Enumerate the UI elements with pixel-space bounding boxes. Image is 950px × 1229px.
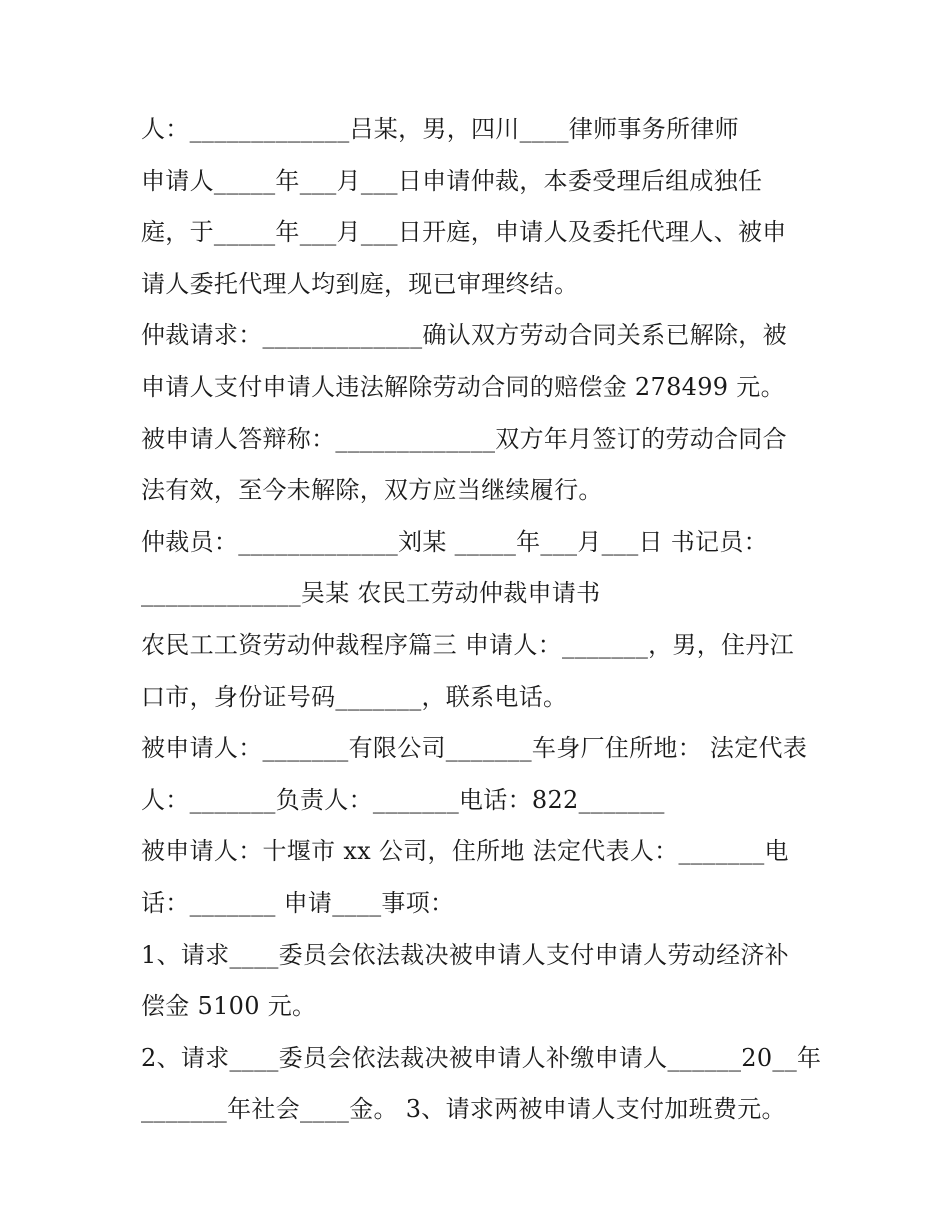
document-body [141,104,841,1136]
text-line: _____________吴某 农民工劳动仲裁申请书 [141,579,601,608]
text-line: 2、请求____委员会依法裁决被申请人补缴申请人______20__年 [141,1043,822,1072]
text-line: _______年社会____金。 3、请求两被申请人支付加班费元。 [141,1095,786,1124]
text-line: 偿金 5100 元。 [141,992,317,1021]
text-line: 申请人_____年___月___日申请仲裁，本委受理后组成独任 [141,166,763,195]
text-line: 话：_______ 申请____事项： [141,888,455,917]
text-line: 农民工工资劳动仲裁程序篇三 申请人：_______，男，住丹江 [141,630,794,659]
text-line: 仲裁请求：_____________确认双方劳动合同关系已解除，被 [141,321,787,350]
text-line: 口市，身份证号码_______，联系电话。 [141,682,568,711]
text-line: 人：_____________吕某，男，四川____律师事务所律师 [141,115,739,143]
text-line: 仲裁员：_____________刘某 _____年___月___日 书记员： [141,527,768,556]
text-line: 庭，于_____年___月___日开庭，申请人及委托代理人、被申 [141,218,787,247]
text-line: 被申请人：_______有限公司_______车身厂住所地： 法定代表 [141,734,808,763]
text-line: 被申请人答辩称：_____________双方年月签订的劳动合同合 [141,424,787,453]
text-line: 人：_______负责人：_______电话：822_______ [141,785,665,814]
text-line: 申请人支付申请人违法解除劳动合同的赔偿金 278499 元。 [141,372,785,401]
text-line: 被申请人：十堰市 xx 公司，住所地 法定代表人：_______电 [141,837,789,866]
text-line: 法有效，至今未解除，双方应当继续履行。 [141,476,603,505]
text-line: 1、请求____委员会依法裁决被申请人支付申请人劳动经济补 [141,940,789,969]
text-line: 请人委托代理人均到庭，现已审理终结。 [141,269,579,298]
